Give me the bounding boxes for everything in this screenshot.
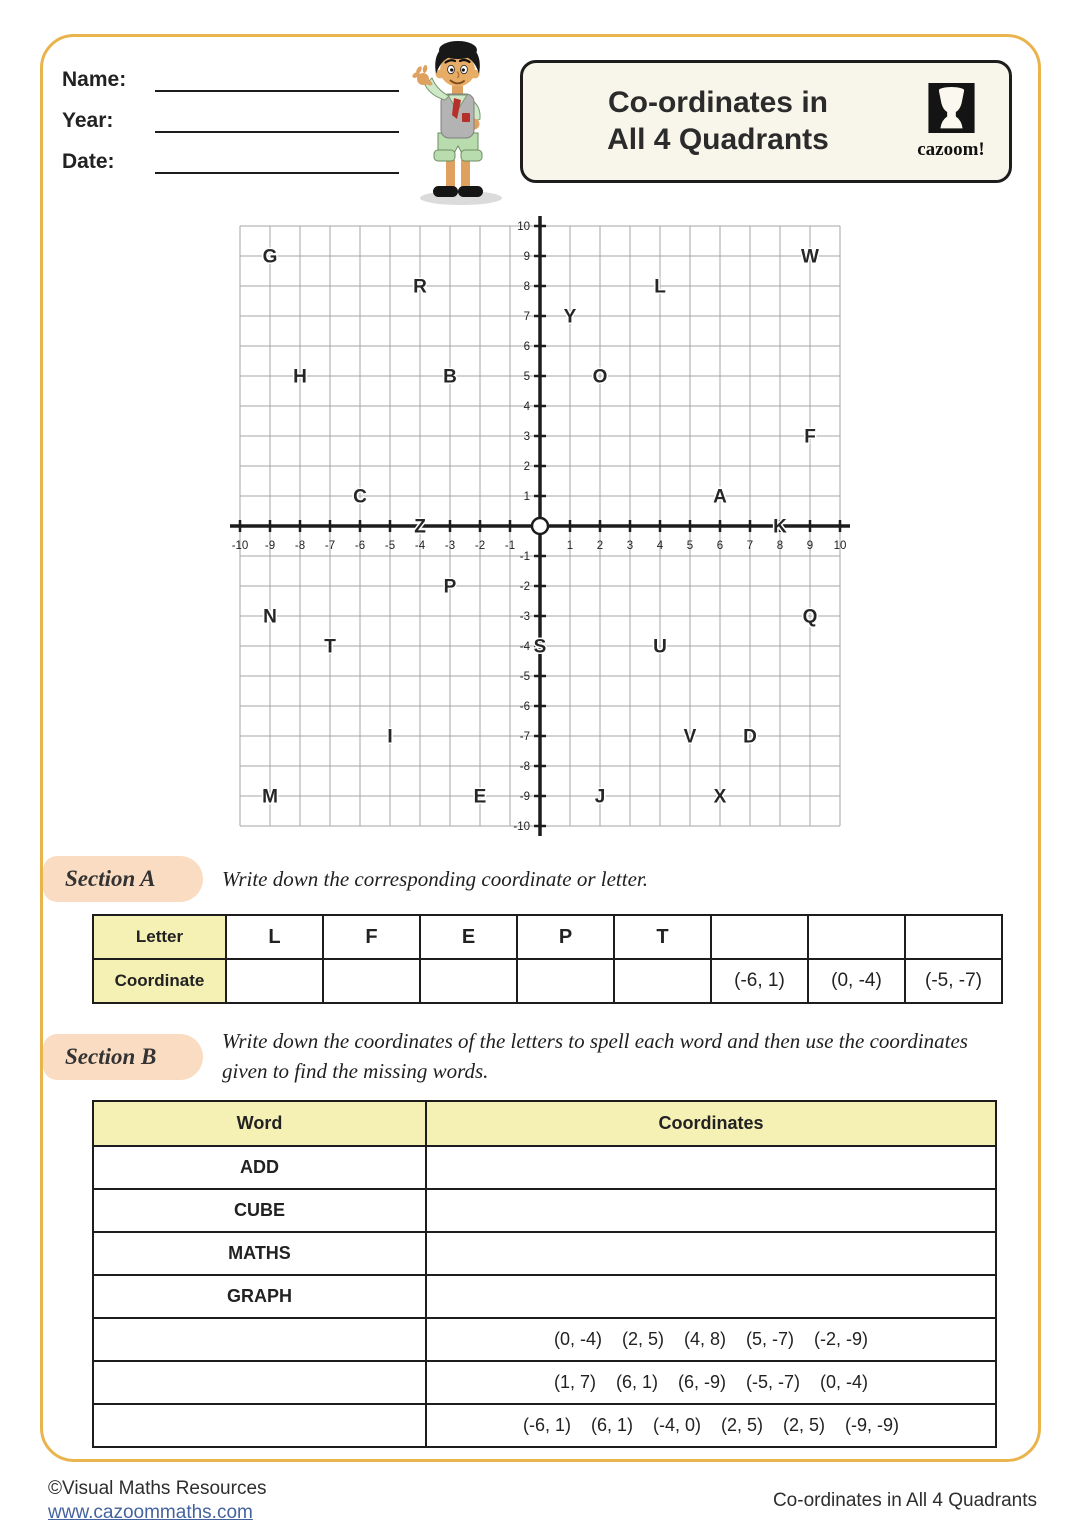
svg-text:-9: -9 <box>519 791 530 803</box>
title-box <box>520 60 1012 183</box>
title-line-2: All 4 Quadrants <box>607 122 829 156</box>
grid-point-A: A <box>713 486 727 508</box>
row-header-letter: Letter <box>93 915 226 959</box>
logo-wordmark: cazoom! <box>917 138 985 160</box>
grid-point-J: J <box>594 786 606 808</box>
grid-point-Z: Z <box>414 516 426 538</box>
year-field-row <box>62 107 399 133</box>
coordinates-cell-7 <box>426 1404 996 1447</box>
coordinate-cell-4[interactable] <box>517 959 614 1003</box>
grid-point-U: U <box>653 636 667 658</box>
coordinate-pair: (2, 5) <box>783 1415 826 1435</box>
word-cell-4: GRAPH <box>93 1275 426 1318</box>
word-cell-5[interactable] <box>93 1318 426 1361</box>
year-label: Year: <box>62 109 114 132</box>
mascot-boy-illustration <box>400 36 514 208</box>
grid-point-D: D <box>743 726 757 748</box>
svg-text:-7: -7 <box>519 731 530 743</box>
svg-text:-9: -9 <box>264 540 276 552</box>
word-row-6 <box>93 1361 996 1404</box>
svg-text:-4: -4 <box>414 540 426 552</box>
coordinate-pair: (4, 8) <box>684 1329 727 1349</box>
coordinate-pair: (2, 5) <box>721 1415 764 1435</box>
grid-point-M: M <box>262 786 278 808</box>
word-cell-3: MATHS <box>93 1232 426 1275</box>
worksheet-title <box>523 85 907 159</box>
copyright-text: ©Visual Maths Resources <box>48 1478 267 1499</box>
coordinate-cell-3[interactable] <box>420 959 517 1003</box>
svg-text:7: 7 <box>523 311 530 323</box>
svg-text:7: 7 <box>746 540 754 552</box>
word-cell-2: CUBE <box>93 1189 426 1232</box>
letter-cell-7[interactable] <box>808 915 905 959</box>
date-label: Date: <box>62 150 115 173</box>
svg-text:3: 3 <box>523 431 530 443</box>
svg-text:2: 2 <box>523 461 530 473</box>
word-row-7 <box>93 1404 996 1447</box>
svg-text:-2: -2 <box>519 581 530 593</box>
svg-text:-4: -4 <box>519 641 530 653</box>
section-a-label: Section A <box>43 856 203 902</box>
svg-text:10: 10 <box>517 221 530 233</box>
name-field-row <box>62 66 399 92</box>
grid-point-N: N <box>263 606 277 628</box>
coordinate-pair: (0, -4) <box>553 1329 602 1349</box>
coordinate-cell-6: (-6, 1) <box>711 959 808 1003</box>
svg-text:5: 5 <box>686 540 694 552</box>
drum-logo-icon <box>928 83 975 133</box>
section-b-instruction-line-1: Write down the coordinates of the letters to spell each word and then use the coordinates <box>222 1029 968 1053</box>
coordinates-cell-1[interactable] <box>426 1146 996 1189</box>
svg-text:5: 5 <box>523 371 530 383</box>
coordinate-pair: (5, -7) <box>746 1329 795 1349</box>
letter-cell-2: F <box>323 915 420 959</box>
word-row-2 <box>93 1189 996 1232</box>
coordinates-cell-2[interactable] <box>426 1189 996 1232</box>
coordinates-cell-4[interactable] <box>426 1275 996 1318</box>
grid-point-E: E <box>473 786 487 808</box>
coordinate-pair: (0, -4) <box>820 1372 869 1392</box>
svg-text:-8: -8 <box>519 761 530 773</box>
grid-point-B: B <box>443 366 457 388</box>
grid-point-C: C <box>353 486 367 508</box>
svg-text:9: 9 <box>523 251 530 263</box>
svg-text:-8: -8 <box>294 540 306 552</box>
website-link[interactable]: www.cazoommaths.com <box>48 1502 253 1523</box>
word-row-1 <box>93 1146 996 1189</box>
grid-point-L: L <box>654 276 666 298</box>
svg-text:-10: -10 <box>513 821 530 833</box>
coordinate-cell-2[interactable] <box>323 959 420 1003</box>
letter-cell-5: T <box>614 915 711 959</box>
coordinate-pair: (-4, 0) <box>652 1415 701 1435</box>
letter-cell-4: P <box>517 915 614 959</box>
coordinate-pair: (6, 1) <box>615 1372 658 1392</box>
section-b-instruction-line-2: given to find the missing words. <box>222 1059 489 1084</box>
svg-text:-6: -6 <box>519 701 530 713</box>
coordinate-pair: (-6, 1) <box>522 1415 571 1435</box>
letter-cell-6[interactable] <box>711 915 808 959</box>
svg-text:-5: -5 <box>519 671 530 683</box>
grid-point-S: S <box>533 636 547 658</box>
footer-worksheet-title: Co-ordinates in All 4 Quadrants <box>772 1490 1037 1511</box>
word-row-4 <box>93 1275 996 1318</box>
svg-text:-5: -5 <box>384 540 396 552</box>
year-input-line[interactable] <box>155 107 399 133</box>
word-row-3 <box>93 1232 996 1275</box>
column-header-word: Word <box>93 1101 426 1146</box>
name-input-line[interactable] <box>155 66 399 92</box>
letter-cell-8[interactable] <box>905 915 1002 959</box>
coordinates-cell-5 <box>426 1318 996 1361</box>
grid-point-V: V <box>683 726 697 748</box>
coordinates-cell-6 <box>426 1361 996 1404</box>
letter-cell-3: E <box>420 915 517 959</box>
svg-text:9: 9 <box>806 540 814 552</box>
date-field-row <box>62 148 399 174</box>
word-cell-1: ADD <box>93 1146 426 1189</box>
date-input-line[interactable] <box>155 148 399 174</box>
coordinate-pair: (2, 5) <box>621 1329 664 1349</box>
svg-text:10: 10 <box>833 540 847 552</box>
title-line-1: Co-ordinates in <box>607 85 828 119</box>
grid-point-K: K <box>773 516 787 538</box>
svg-text:8: 8 <box>776 540 784 552</box>
letter-cell-1: L <box>226 915 323 959</box>
row-header-coordinate: Coordinate <box>93 959 226 1003</box>
word-cell-7[interactable] <box>93 1404 426 1447</box>
svg-text:2: 2 <box>596 540 604 552</box>
coordinate-cell-5[interactable] <box>614 959 711 1003</box>
svg-text:6: 6 <box>716 540 724 552</box>
section-b-table <box>92 1100 997 1448</box>
coordinate-pair: (1, 7) <box>553 1372 596 1392</box>
coordinates-cell-3[interactable] <box>426 1232 996 1275</box>
section-b-instruction <box>222 1026 1022 1087</box>
section-a-table <box>92 914 1003 1004</box>
grid-point-P: P <box>443 576 457 598</box>
svg-text:-1: -1 <box>519 551 530 563</box>
grid-point-T: T <box>324 636 336 658</box>
svg-text:-10: -10 <box>231 540 249 552</box>
grid-point-O: O <box>592 366 608 388</box>
grid-point-R: R <box>413 276 427 298</box>
svg-text:-3: -3 <box>444 540 456 552</box>
word-cell-6[interactable] <box>93 1361 426 1404</box>
coordinate-grid <box>228 212 852 840</box>
name-label: Name: <box>62 68 127 91</box>
coordinate-pair: (6, -9) <box>678 1372 727 1392</box>
grid-point-Q: Q <box>802 606 818 628</box>
svg-text:-6: -6 <box>354 540 366 552</box>
grid-point-F: F <box>804 426 816 448</box>
section-a-instruction: Write down the corresponding coordinate or letter. <box>222 867 648 891</box>
coordinate-cell-8: (-5, -7) <box>905 959 1002 1003</box>
coordinate-cell-7: (0, -4) <box>808 959 905 1003</box>
cazoom-logo <box>907 83 995 161</box>
word-row-5 <box>93 1318 996 1361</box>
svg-text:4: 4 <box>523 401 530 413</box>
coordinate-cell-1[interactable] <box>226 959 323 1003</box>
grid-point-Y: Y <box>563 306 577 328</box>
grid-point-X: X <box>713 786 727 808</box>
svg-text:-3: -3 <box>519 611 530 623</box>
svg-text:-2: -2 <box>474 540 486 552</box>
svg-text:8: 8 <box>523 281 530 293</box>
coordinate-pair: (-9, -9) <box>845 1415 900 1435</box>
coordinate-pair: (-5, -7) <box>746 1372 801 1392</box>
svg-text:1: 1 <box>566 540 574 552</box>
svg-text:6: 6 <box>523 341 530 353</box>
svg-text:-1: -1 <box>504 540 516 552</box>
svg-text:1: 1 <box>523 491 530 503</box>
svg-text:4: 4 <box>656 540 664 552</box>
svg-text:-7: -7 <box>324 540 336 552</box>
section-b-label: Section B <box>43 1034 203 1080</box>
svg-text:3: 3 <box>626 540 634 552</box>
coordinate-pair: (-2, -9) <box>814 1329 869 1349</box>
grid-point-I: I <box>387 726 393 748</box>
grid-point-W: W <box>801 246 819 268</box>
coordinate-pair: (6, 1) <box>590 1415 633 1435</box>
column-header-coordinates: Coordinates <box>426 1101 996 1146</box>
grid-point-G: G <box>262 246 278 268</box>
grid-point-H: H <box>293 366 307 388</box>
